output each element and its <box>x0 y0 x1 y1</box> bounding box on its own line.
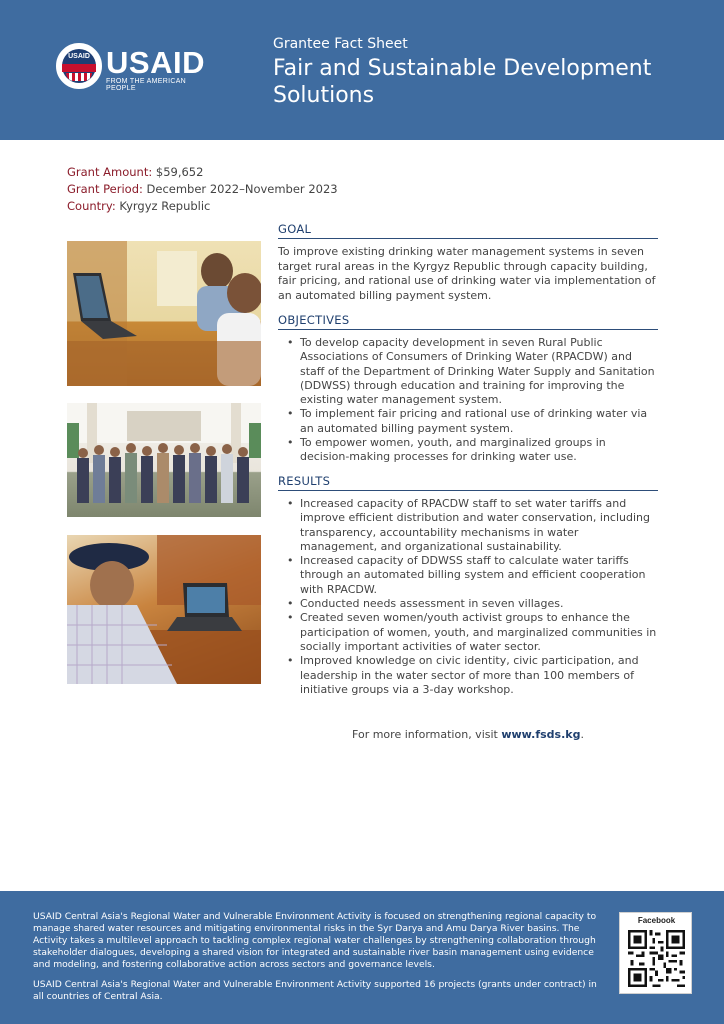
logo-wordmark: USAID <box>106 45 205 80</box>
grant-amount-label: Grant Amount: <box>67 165 153 179</box>
grant-amount-value: $59,652 <box>155 165 204 179</box>
goal-heading: GOAL <box>278 222 658 239</box>
qr-label: Facebook <box>637 916 676 925</box>
grant-period-value: December 2022–November 2023 <box>146 182 338 196</box>
header-banner <box>0 0 724 140</box>
footer-paragraph: USAID Central Asia's Regional Water and Vulnerable Environment Activity is focused on strengthening regional capacity to manage shared water resources and mitigating environmental risks in the Syr Darya and Amu Darya River basins. The Activity takes a multilevel approach to tackling complex regional water challenges by strengthening collaboration through stakeholder dialogues, developing a shared vision for integrated and sustainable river basin management using evidence and modeling, and fostering collaborative action across sectors and governance levels. <box>33 911 597 970</box>
usaid-logo <box>56 43 216 91</box>
results-heading: RESULTS <box>278 474 658 491</box>
usaid-seal-icon: USAID <box>56 43 102 89</box>
list-item: • To develop capacity development in seven Rural Public Associations of Consumers of Drinking Water (RPACDW) and staff of the Department of Drinking Water Supply and Sanitation (DDWSS) through education and training for improving the existing water management system. <box>278 336 658 407</box>
grant-info <box>67 164 338 215</box>
grant-period-line <box>67 181 338 198</box>
results-list <box>278 497 658 697</box>
document-type: Grantee Fact Sheet <box>273 36 408 52</box>
facebook-qr-card[interactable] <box>619 912 692 994</box>
list-item: • Increased capacity of DDWSS staff to calculate water tariffs through an automated billing system and efficient cooperation with RPACDW. <box>278 554 658 597</box>
more-info-suffix: . <box>580 728 584 741</box>
objectives-section <box>278 313 658 465</box>
list-item: • To implement fair pricing and rational use of drinking water via an automated billing payment system. <box>278 407 658 436</box>
photo-group <box>67 403 261 517</box>
photo-laptop-training <box>67 241 261 386</box>
footer-banner <box>0 891 724 1024</box>
more-info <box>278 728 658 741</box>
list-item: • Increased capacity of RPACDW staff to set water tariffs and improve efficient distribution and water conservation, including transparency, accountability mechanisms in water management, and organizational sustainability. <box>278 497 658 554</box>
list-item: • Created seven women/youth activist groups to enhance the participation of women, youth, and marginalized communities in socially important activities of water sector. <box>278 611 658 654</box>
page-title: Fair and Sustainable Development Solutions <box>273 56 652 108</box>
grant-amount-line <box>67 164 338 181</box>
footer-text <box>33 911 608 1003</box>
photo-elder-laptop <box>67 535 261 684</box>
country-label: Country: <box>67 199 116 213</box>
logo-tagline: FROM THE AMERICAN PEOPLE <box>106 78 187 92</box>
goal-text: To improve existing drinking water management systems in seven target rural areas in the Kyrgyz Republic through capacity building, fair pricing, and rational use of drinking water via implementation of an automated billing payment system. <box>278 245 656 302</box>
objectives-heading: OBJECTIVES <box>278 313 658 330</box>
list-item: • To empower women, youth, and marginalized groups in decision-making processes for drinking water use. <box>278 436 658 465</box>
list-item: • Conducted needs assessment in seven villages. <box>278 597 658 611</box>
goal-section <box>278 222 658 303</box>
results-section <box>278 474 658 697</box>
more-info-prefix: For more information, visit <box>352 728 502 741</box>
footer-paragraph: USAID Central Asia's Regional Water and Vulnerable Environment Activity supported 16 projects (grants under contract) in all countries of Central Asia. <box>33 979 597 1002</box>
grant-period-label: Grant Period: <box>67 182 143 196</box>
objectives-list <box>278 336 658 465</box>
country-value: Kyrgyz Republic <box>119 199 211 213</box>
list-item: • Improved knowledge on civic identity, civic participation, and leadership in the water sector of more than 100 members of initiative groups via a 3-day workshop. <box>278 654 658 697</box>
website-link[interactable]: www.fsds.kg <box>501 728 581 741</box>
qr-code-icon[interactable] <box>628 930 685 987</box>
country-line <box>67 198 338 215</box>
